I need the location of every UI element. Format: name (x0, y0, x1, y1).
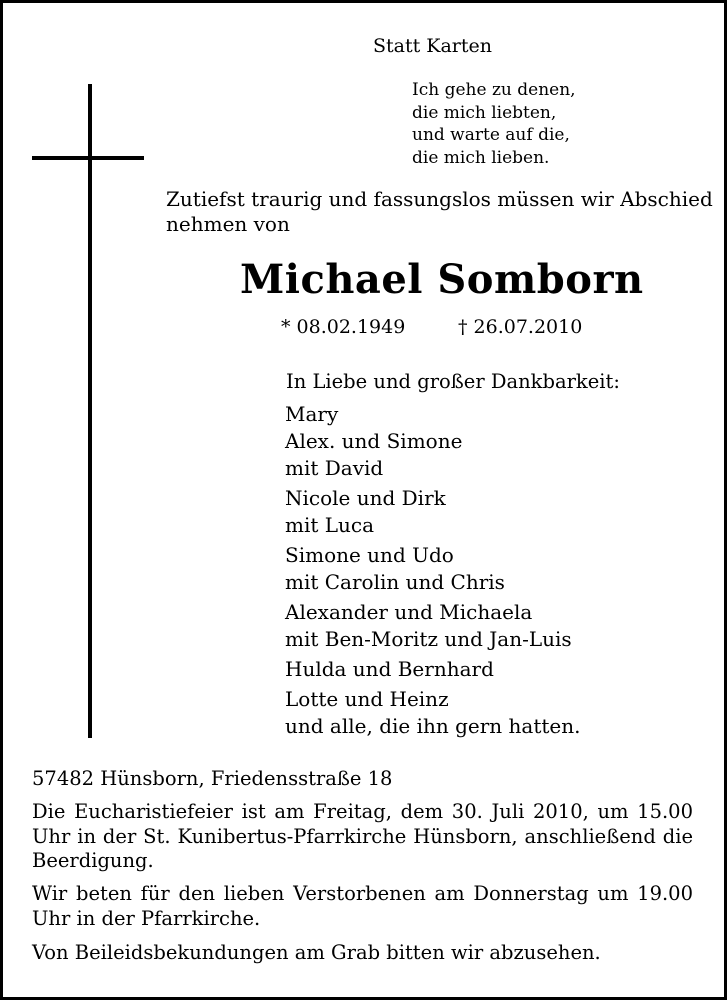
mourner-line: Simone und Udo (285, 543, 454, 567)
mourner-group (285, 656, 581, 683)
mourner-line: mit Carolin und Chris (285, 570, 505, 594)
poem-line: und warte auf die, (412, 125, 570, 145)
deceased-name: Michael Somborn (240, 256, 644, 303)
poem-line: Ich gehe zu denen, (412, 80, 576, 100)
mourner-line: mit Ben-Moritz und Jan-Luis (285, 627, 572, 651)
thanks-line: In Liebe und großer Dankbarkeit: (286, 370, 620, 393)
mourner-line: Alexander und Michaela (285, 600, 533, 624)
poem-line: die mich liebten, (412, 102, 557, 123)
poem (412, 79, 576, 169)
mourner-line: mit David (285, 456, 384, 480)
mourner-line: Alex. und Simone (285, 429, 463, 453)
mourner-line: Lotte und Heinz (285, 687, 449, 711)
mourner-group (285, 401, 581, 482)
cross-vertical-bar (88, 84, 92, 738)
intro-line: nehmen von (166, 211, 290, 236)
mourner-group (285, 686, 581, 740)
poem-line: die mich lieben. (412, 147, 550, 168)
mourner-group (285, 599, 581, 653)
header-statt-karten: Statt Karten (373, 35, 493, 57)
mourner-line: mit Luca (285, 513, 375, 537)
cross-horizontal-bar (32, 156, 144, 160)
funeral-mass-info: Die Eucharistiefeier ist am Freitag, dem 30. Juli 2010, um 15.00 Uhr in der St. Kunibertus-Pfarrkirche Hünsborn, anschließend die Beerdigung. (32, 800, 693, 872)
mourner-line: Hulda und Bernhard (285, 657, 494, 681)
death-date: † 26.07.2010 (458, 316, 583, 338)
birth-date: * 08.02.1949 (281, 316, 406, 338)
intro-text (166, 187, 713, 236)
condolence-request: Von Beileidsbekundungen am Grab bitten wir abzusehen. (32, 941, 601, 964)
address: 57482 Hünsborn, Friedensstraße 18 (32, 767, 393, 790)
mourner-group (285, 542, 581, 596)
mourners-list (285, 401, 581, 743)
mourner-line: Nicole und Dirk (285, 486, 446, 510)
mourner-line: Mary (285, 402, 339, 426)
intro-line: Zutiefst traurig und fassungslos müssen wir Abschied (166, 187, 713, 211)
mourner-group (285, 485, 581, 539)
prayer-info: Wir beten für den lieben Verstorbenen am Donnerstag um 19.00 Uhr in der Pfarrkirche. (32, 882, 693, 930)
mourner-line: und alle, die ihn gern hatten. (285, 714, 581, 738)
